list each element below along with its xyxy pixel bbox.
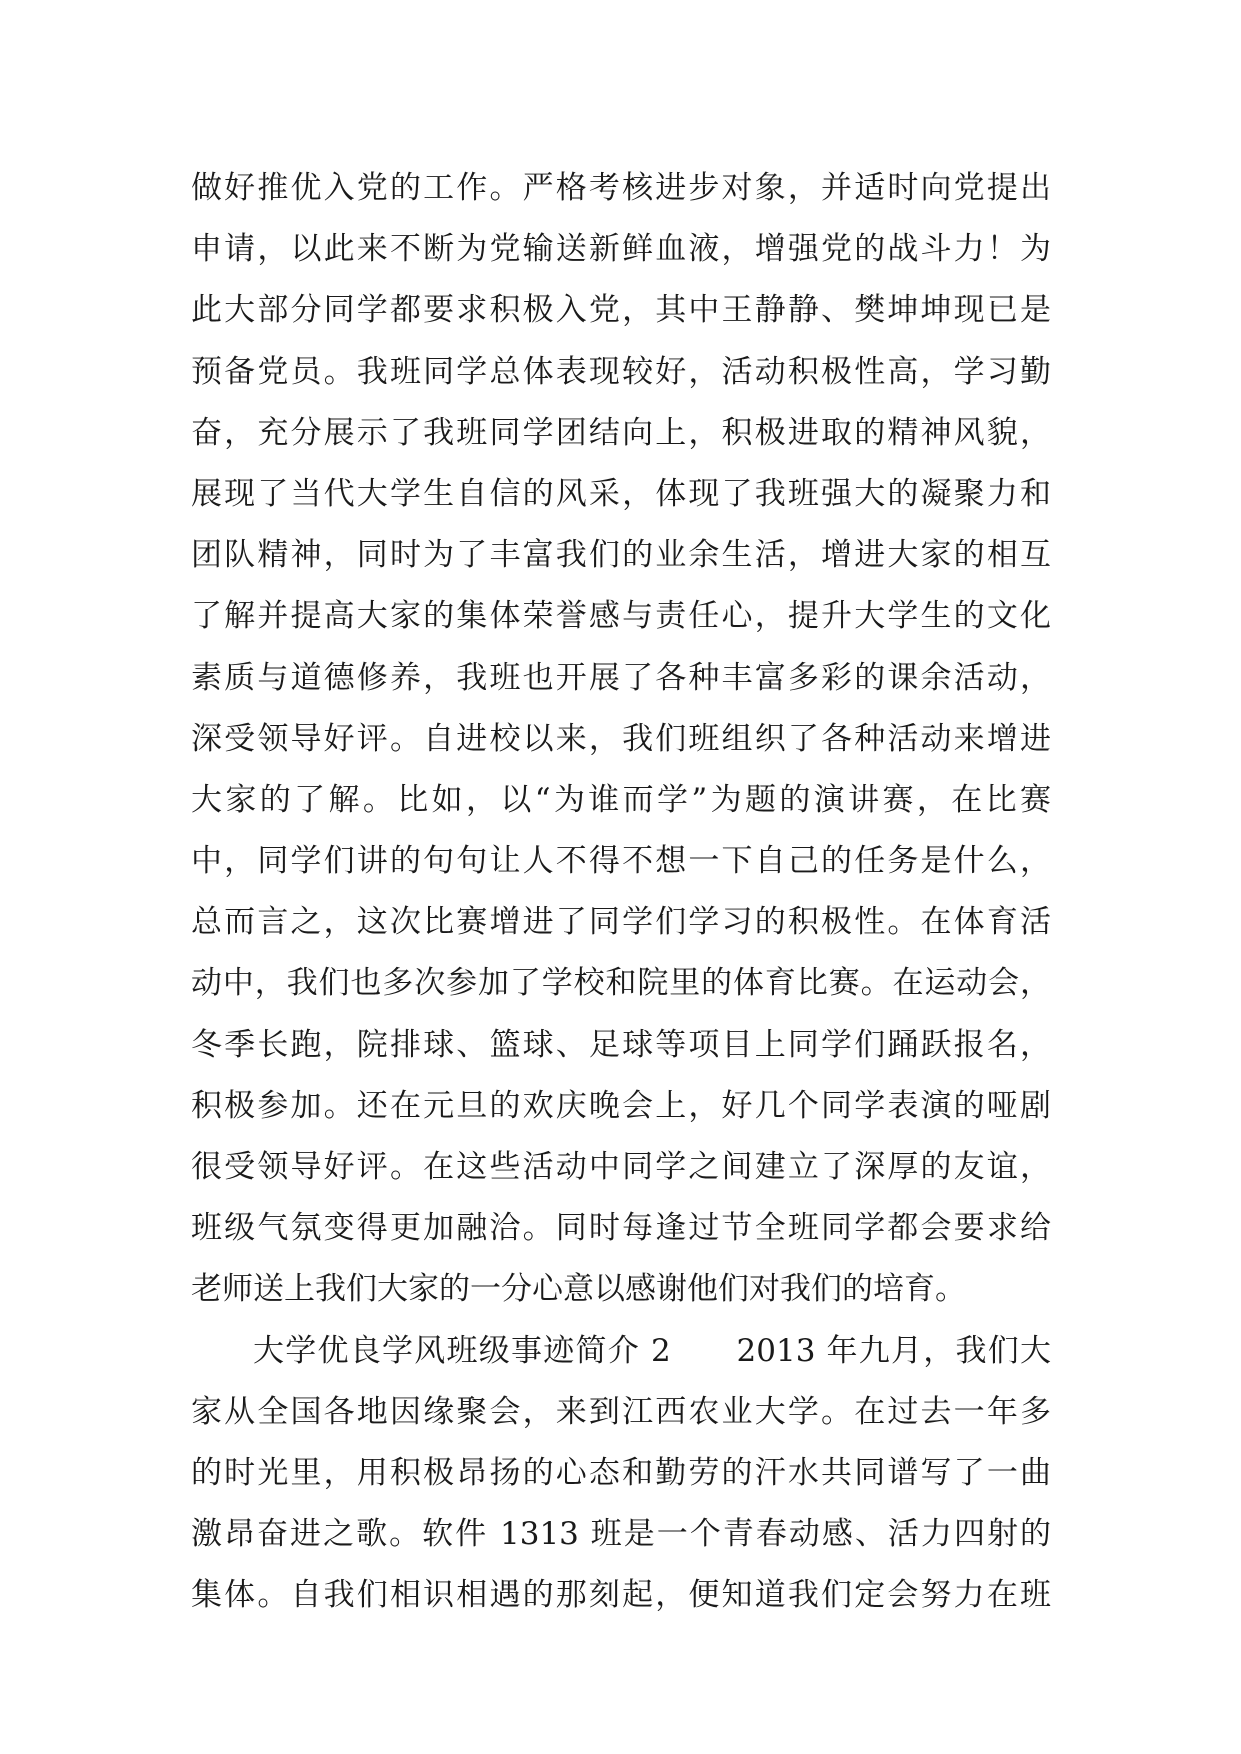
text-line: 集体。自我们相识相遇的那刻起，便知道我们定会努力在班	[191, 1577, 1051, 1614]
text-line: 此大部分同学都要求积极入党，其中王静静、樊坤坤现已是	[191, 292, 1051, 329]
text-line: 奋，充分展示了我班同学团结向上，积极进取的精神风貌，	[191, 414, 1051, 451]
text-line: 总而言之，这次比赛增进了同学们学习的积极性。在体育活	[191, 904, 1051, 941]
text-line: 中，同学们讲的句句让人不得不想一下自己的任务是什么，	[191, 843, 1051, 880]
text-line: 动中，我们也多次参加了学校和院里的体育比赛。在运动会，	[191, 965, 1051, 1002]
text-line: 大家的了解。比如，以“为谁而学”为题的演讲赛，在比赛	[191, 781, 1051, 818]
text-line: 深受领导好评。自进校以来，我们班组织了各种活动来增进	[191, 720, 1051, 757]
text-line: 素质与道德修养，我班也开展了各种丰富多彩的课余活动，	[191, 659, 1051, 696]
text-line: 的时光里，用积极昂扬的心态和勤劳的汗水共同谱写了一曲	[191, 1454, 1051, 1491]
text-line: 预备党员。我班同学总体表现较好，活动积极性高，学习勤	[191, 353, 1051, 390]
text-line: 团队精神，同时为了丰富我们的业余生活，增进大家的相互	[191, 537, 1051, 574]
text-line: 冬季长跑，院排球、篮球、足球等项目上同学们踊跃报名，	[191, 1026, 1051, 1063]
text-line: 了解并提高大家的集体荣誉感与责任心，提升大学生的文化	[191, 598, 1051, 635]
paragraph-2	[191, 1321, 1051, 1627]
text-line: 班级气氛变得更加融洽。同时每逢过节全班同学都会要求给	[191, 1210, 1051, 1247]
text-line: 积极参加。还在元旦的欢庆晚会上，好几个同学表演的哑剧	[191, 1087, 1051, 1124]
text-line: 做好推优入党的工作。严格考核进步对象，并适时向党提出	[191, 170, 1051, 206]
paragraph-1	[191, 158, 1051, 1321]
text-line: 老师送上我们大家的一分心意以感谢他们对我们的培育。	[191, 1271, 966, 1308]
text-line: 家从全国各地因缘聚会，来到江西农业大学。在过去一年多	[191, 1393, 1051, 1430]
text-line: 大学优良学风班级事迹简介 2 2013 年九月，我们大	[253, 1332, 1051, 1369]
text-line: 展现了当代大学生自信的风采，体现了我班强大的凝聚力和	[191, 475, 1051, 512]
document-body	[191, 158, 1051, 1627]
text-line: 很受领导好评。在这些活动中同学之间建立了深厚的友谊，	[191, 1149, 1051, 1185]
text-line: 申请，以此来不断为党输送新鲜血液，增强党的战斗力！为	[191, 231, 1051, 268]
text-line: 激昂奋进之歌。软件 1313 班是一个青春动感、活力四射的	[191, 1516, 1051, 1553]
